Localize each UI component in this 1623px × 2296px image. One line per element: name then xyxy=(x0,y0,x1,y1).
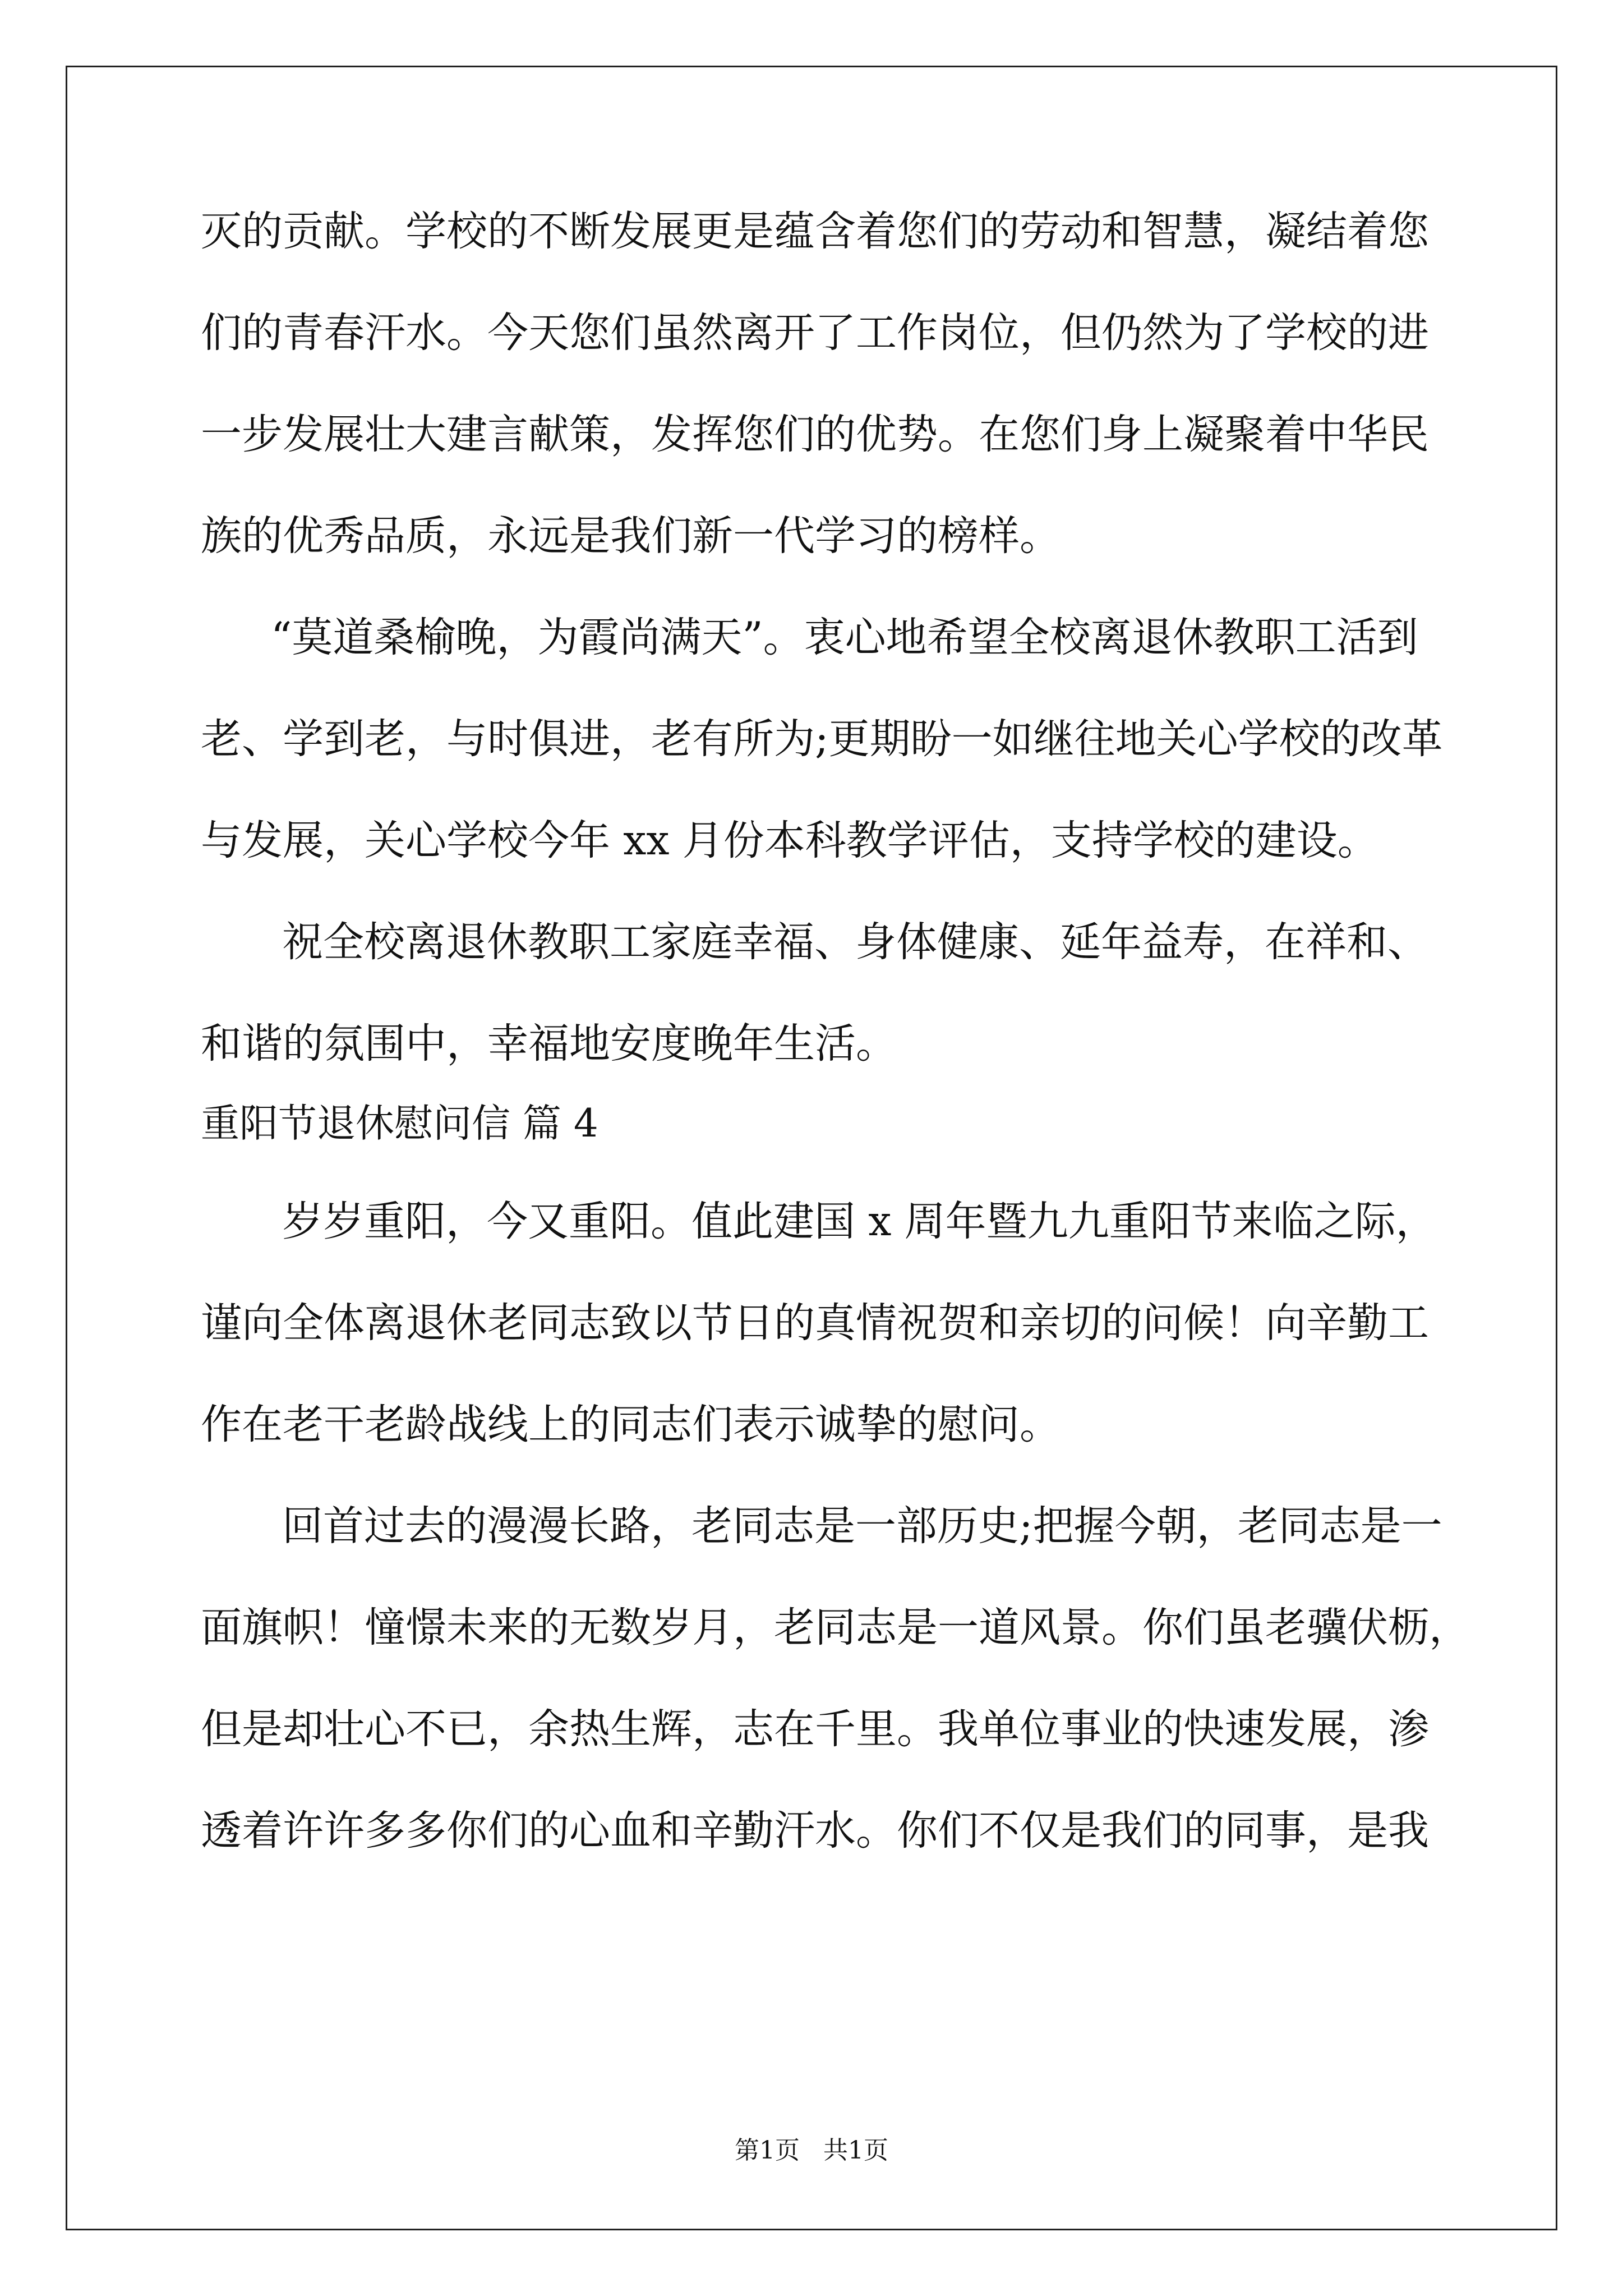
paragraph-line: 族的优秀品质，永远是我们新一代学习的榜样。 xyxy=(201,512,1061,560)
paragraph-line: 但是却壮心不已，余热生辉，志在千里。我单位事业的快速发展，渗 xyxy=(201,1705,1429,1753)
paragraph-line: 老、学到老，与时俱进，老有所为;更期盼一如继往地关心学校的改革 xyxy=(201,715,1443,763)
paragraph-line: 祝全校离退休教职工家庭幸福、身体健康、延年益寿，在祥和、 xyxy=(282,918,1428,966)
paragraph-line: 灭的贡献。学校的不断发展更是蕴含着您们的劳动和智慧，凝结着您 xyxy=(201,208,1429,255)
paragraph-line: 们的青春汗水。今天您们虽然离开了工作岗位，但仍然为了学校的进 xyxy=(201,309,1429,357)
section-heading: 重阳节退休慰问信 篇 4 xyxy=(201,1101,598,1146)
paragraph-line: 回首过去的漫漫长路，老同志是一部历史;把握今朝，老同志是一 xyxy=(282,1502,1442,1550)
paragraph-line: 岁岁重阳，今又重阳。值此建国 x 周年暨九九重阳节来临之际， xyxy=(282,1198,1437,1245)
paragraph-line: 一步发展壮大建言献策，发挥您们的优势。在您们身上凝聚着中华民 xyxy=(201,411,1429,458)
paragraph-line: 和谐的氛围中，幸福地安度晚年生活。 xyxy=(201,1020,897,1068)
page-number-footer: 第1页 共1页 xyxy=(735,2136,888,2165)
paragraph-line: 面旗帜！憧憬未来的无数岁月，老同志是一道风景。你们虽老骥伏枥， xyxy=(201,1604,1470,1651)
paragraph-line: 谨向全体离退休老同志致以节日的真情祝贺和亲切的问候！向辛勤工 xyxy=(201,1299,1429,1347)
paragraph-line: 与发展，关心学校今年 xx 月份本科教学评估，支持学校的建设。 xyxy=(201,817,1378,864)
paragraph-line: 透着许许多多你们的心血和辛勤汗水。你们不仅是我们的同事，是我 xyxy=(201,1807,1429,1855)
paragraph-line: 作在老干老龄战线上的同志们表示诚挚的慰问。 xyxy=(201,1401,1061,1448)
paragraph-line: “莫道桑榆晚，为霞尚满天”。衷心地希望全校离退休教职工活到 xyxy=(271,614,1418,661)
